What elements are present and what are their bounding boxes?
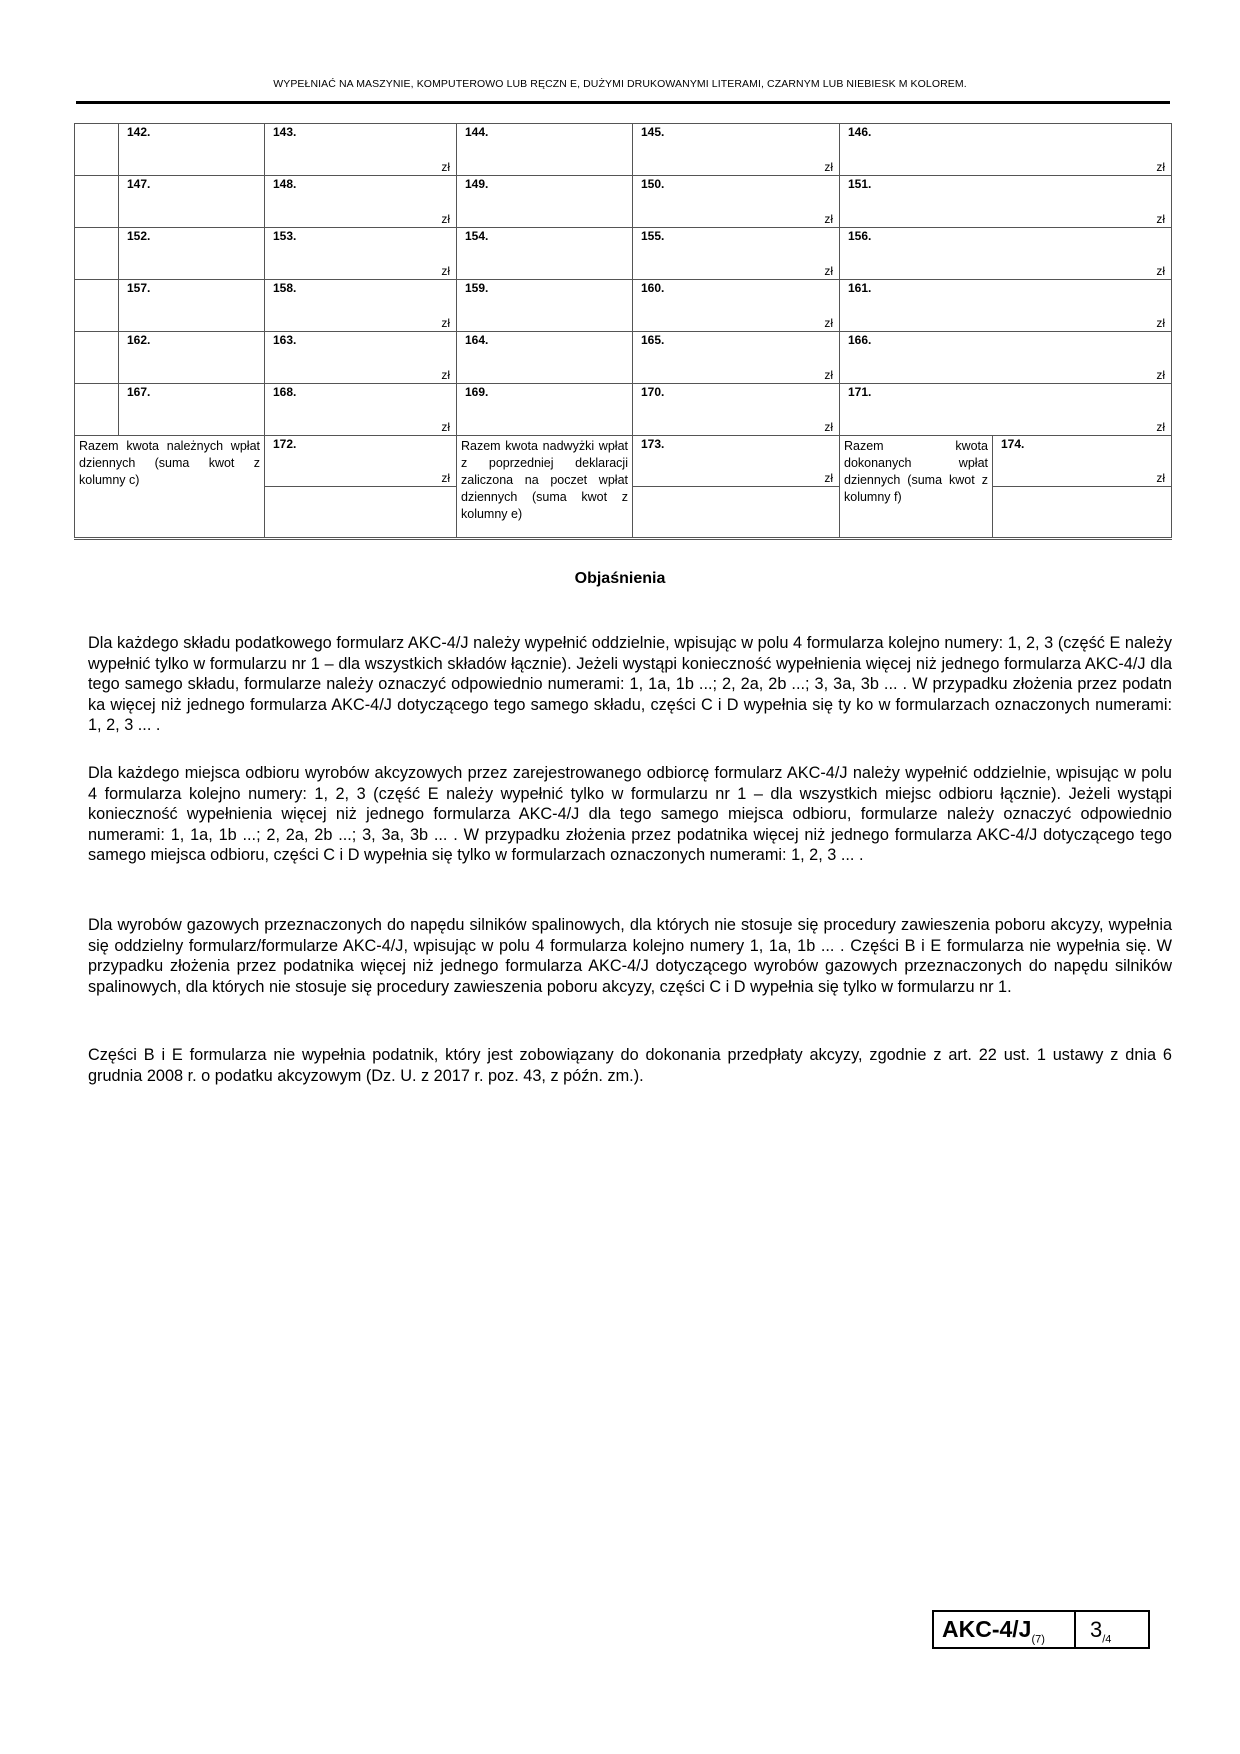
form-version: (7): [1031, 1633, 1045, 1646]
field-number: 148.: [273, 177, 297, 191]
currency-label: zł: [824, 471, 833, 485]
field-cell-c[interactable]: [265, 332, 457, 384]
sum-label-e: [457, 436, 633, 539]
field-number: 152.: [127, 229, 151, 243]
sum-label-f: [840, 436, 993, 539]
form-footer: [932, 1610, 1150, 1649]
field-cell-e[interactable]: [457, 124, 633, 176]
field-cell-b[interactable]: [119, 384, 265, 436]
field-number: 151.: [848, 177, 872, 191]
sum-field-e[interactable]: [633, 436, 840, 487]
explanation-paragraph-3: Dla wyrobów gazowych przeznaczonych do napędu silników spalinowych, dla których nie stosuje się procedury zawieszenia poboru akcyzy, wypełnia się oddzielny formularz/formularze AKC-4/J, wpisując w polu 4 formularza kolejno numery 1, 1a, 1b ... . Części B i E formularza nie wypełnia się. W przypadku złożenia przez podatnika więcej niż jednego formularza AKC-4/J dotyczącego wyrobów gazowych przeznaczonych do napędu silników spalinowych, dla których nie stosuje się procedury zawieszenia poboru akcyzy, części C i D wypełnia się tylko w formularzu nr 1.: [88, 916, 1172, 996]
position-cell: [75, 384, 119, 436]
field-cell-b[interactable]: [119, 332, 265, 384]
sum-label-text: Razem kwota należnych wpłat dziennych (suma kwot z kolumny c): [79, 439, 260, 487]
currency-label: zł: [824, 212, 833, 226]
field-cell-e[interactable]: [457, 384, 633, 436]
field-number: 150.: [641, 177, 665, 191]
field-cell-g[interactable]: [840, 124, 1172, 176]
field-number: 159.: [465, 281, 489, 295]
position-cell: [75, 332, 119, 384]
field-cell-g[interactable]: [840, 384, 1172, 436]
currency-label: zł: [441, 471, 450, 485]
field-number: 154.: [465, 229, 489, 243]
field-number: 168.: [273, 385, 297, 399]
field-number: 158.: [273, 281, 297, 295]
explanation-paragraph-4: Części B i E formularza nie wypełnia podatnik, który jest zobowiązany do dokonania przedpłaty akcyzy, zgodnie z art. 22 ust. 1 ustawy z dnia 6 grudnia 2008 r. o podatku akcyzowym (Dz. U. z 2017 r. poz. 43, z późn. zm.).: [88, 1046, 1172, 1085]
page-current: 3: [1090, 1617, 1103, 1642]
form-code: [934, 1612, 1076, 1647]
position-cell: [75, 228, 119, 280]
field-cell-c[interactable]: [265, 124, 457, 176]
field-cell-g[interactable]: [840, 176, 1172, 228]
field-cell-b[interactable]: [119, 280, 265, 332]
currency-label: zł: [1156, 212, 1165, 226]
currency-label: zł: [824, 316, 833, 330]
currency-label: zł: [441, 420, 450, 434]
sum-blank-f: [993, 487, 1172, 539]
table-row: [75, 176, 1172, 228]
field-cell-e[interactable]: [457, 176, 633, 228]
field-number: 170.: [641, 385, 665, 399]
sum-field-c[interactable]: [265, 436, 457, 487]
field-cell-e[interactable]: [457, 228, 633, 280]
field-number: 161.: [848, 281, 872, 295]
page-number: [1076, 1612, 1148, 1647]
field-number: 144.: [465, 125, 489, 139]
field-number: 173.: [641, 437, 665, 451]
position-cell: [75, 280, 119, 332]
table-row: [75, 384, 1172, 436]
header-divider: [76, 101, 1170, 104]
currency-label: zł: [1156, 160, 1165, 174]
field-cell-f[interactable]: [633, 384, 840, 436]
sum-blank-e: [633, 487, 840, 539]
field-number: 160.: [641, 281, 665, 295]
form-code-text: AKC-4/J: [942, 1616, 1032, 1642]
field-cell-c[interactable]: [265, 280, 457, 332]
currency-label: zł: [441, 160, 450, 174]
field-number: 146.: [848, 125, 872, 139]
field-number: 171.: [848, 385, 872, 399]
field-number: 166.: [848, 333, 872, 347]
field-cell-g[interactable]: [840, 332, 1172, 384]
payments-table: [74, 123, 1172, 540]
field-cell-c[interactable]: [265, 176, 457, 228]
currency-label: zł: [1156, 264, 1165, 278]
currency-label: zł: [824, 420, 833, 434]
fill-instruction: WYPEŁNIAĆ NA MASZYNIE, KOMPUTEROWO LUB RĘCZN E, DUŻYMI DRUKOWANYMI LITERAMI, CZARNYM LUB NIEBIESK M KOLOREM.: [273, 78, 967, 90]
currency-label: zł: [824, 368, 833, 382]
explanation-paragraph-1: Dla każdego składu podatkowego formularz AKC-4/J należy wypełnić oddzielnie, wpisując w polu 4 formularza kolejno numery: 1, 2, 3 (część E należy wypełnić tylko w formularzu nr 1 – dla wszystkich składów łącznie). Jeżeli wystąpi konieczność wypełnienia więcej niż jednego formularza AKC-4/J dla tego samego składu, formularze należy oznaczyć odpowiednio numerami: 1, 1a, 1b ...; 2, 2a, 2b ...; 3, 3a, 3b ... . W przypadku złożenia przez podatn ka więcej niż jednego formularza AKC-4/J dotyczącego tego samego składu, części C i D wypełnia się ty ko w formularzach oznaczonych numerami: 1, 2, 3 ... .: [88, 634, 1172, 734]
sum-field-f[interactable]: [993, 436, 1172, 487]
field-number: 157.: [127, 281, 151, 295]
field-cell-b[interactable]: [119, 228, 265, 280]
position-cell: [75, 124, 119, 176]
field-number: 149.: [465, 177, 489, 191]
currency-label: zł: [441, 316, 450, 330]
field-cell-e[interactable]: [457, 332, 633, 384]
summary-row: [75, 436, 1172, 487]
field-number: 145.: [641, 125, 665, 139]
field-cell-f[interactable]: [633, 124, 840, 176]
field-number: 174.: [1001, 437, 1025, 451]
table-row: [75, 332, 1172, 384]
sum-label-text: Razem kwota nadwyżki wpłat z poprzedniej deklaracji zaliczona na poczet wpłat dziennych (suma kwot z kolumny e): [461, 439, 628, 521]
field-cell-f[interactable]: [633, 280, 840, 332]
field-number: 165.: [641, 333, 665, 347]
currency-label: zł: [441, 212, 450, 226]
field-cell-f[interactable]: [633, 176, 840, 228]
currency-label: zł: [824, 160, 833, 174]
field-number: 169.: [465, 385, 489, 399]
currency-label: zł: [1156, 368, 1165, 382]
field-cell-c[interactable]: [265, 228, 457, 280]
field-cell-e[interactable]: [457, 280, 633, 332]
field-number: 167.: [127, 385, 151, 399]
currency-label: zł: [824, 264, 833, 278]
field-number: 162.: [127, 333, 151, 347]
table-row: [75, 124, 1172, 176]
explanations-title: Objaśnienia: [574, 570, 666, 587]
currency-label: zł: [441, 264, 450, 278]
sum-label-c: [75, 436, 265, 539]
field-cell-g[interactable]: [840, 228, 1172, 280]
field-number: 156.: [848, 229, 872, 243]
explanation-paragraph-2: Dla każdego miejsca odbioru wyrobów akcyzowych przez zarejestrowanego odbiorcę formularz AKC-4/J należy wypełnić oddzielnie, wpisując w polu 4 formularza kolejno numery: 1, 2, 3 (część E należy wypełnić tylko w formularzu nr 1 – dla wszystkich miejsc odbioru łącznie). Jeżeli wystąpi konieczność wypełnienia więcej niż jednego formularza AKC-4/J dla tego samego miejsca odbioru, formularze należy oznaczyć odpowiednio numerami: 1, 1a, 1b ...; 2, 2a, 2b ...; 3, 3a, 3b ... . W przypadku złożenia przez podatnika więcej niż jednego formularza AKC-4/J dotyczącego tego samego miejsca odbioru, części C i D wypełnia się tylko w formularzach oznaczonych numerami: 1, 2, 3 ... .: [88, 764, 1172, 864]
sum-blank-c: [265, 487, 457, 539]
field-number: 163.: [273, 333, 297, 347]
field-number: 172.: [273, 437, 297, 451]
field-cell-b[interactable]: [119, 176, 265, 228]
field-cell-g[interactable]: [840, 280, 1172, 332]
table-row: [75, 228, 1172, 280]
field-cell-c[interactable]: [265, 384, 457, 436]
currency-label: zł: [1156, 316, 1165, 330]
currency-label: zł: [1156, 420, 1165, 434]
field-cell-f[interactable]: [633, 228, 840, 280]
field-number: 155.: [641, 229, 665, 243]
field-number: 147.: [127, 177, 151, 191]
field-cell-f[interactable]: [633, 332, 840, 384]
currency-label: zł: [1156, 471, 1165, 485]
currency-label: zł: [441, 368, 450, 382]
field-number: 143.: [273, 125, 297, 139]
field-cell-b[interactable]: [119, 124, 265, 176]
field-number: 142.: [127, 125, 151, 139]
table-row: [75, 280, 1172, 332]
sum-label-text: Razem kwota dokonanych wpłat dziennych (suma kwot z kolumny f): [844, 439, 988, 504]
field-number: 153.: [273, 229, 297, 243]
page-total: /4: [1102, 1633, 1112, 1646]
field-number: 164.: [465, 333, 489, 347]
position-cell: [75, 176, 119, 228]
